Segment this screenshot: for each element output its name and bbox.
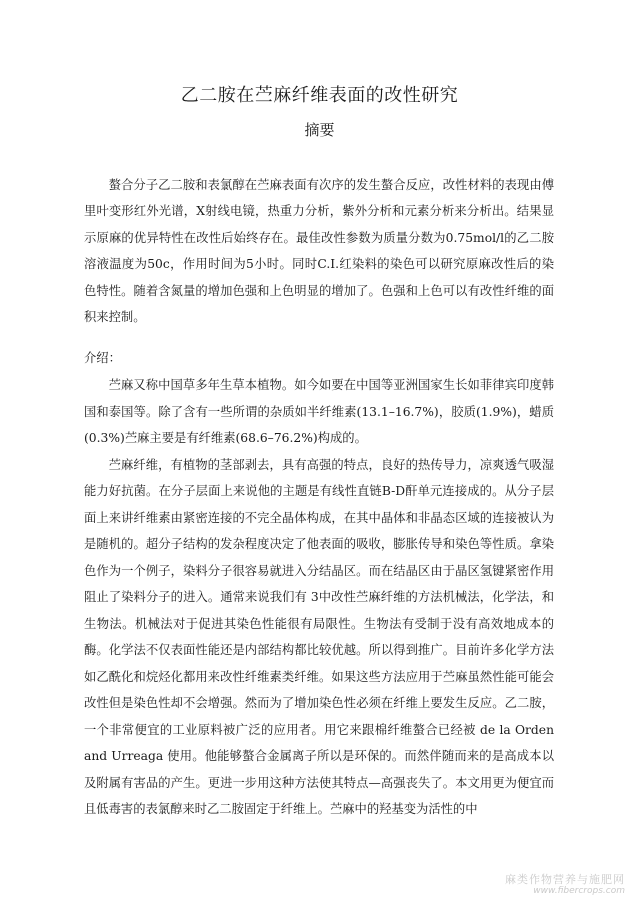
watermark-chinese: 麻类作物营养与施肥网 [505,873,625,886]
watermark-url: www.fibercrops.com [533,886,625,896]
abstract-text: 螯合分子乙二胺和表氯醇在苎麻表面有次序的发生螯合反应，改性材料的表现由傅里叶变形红外光谱，X射线电镜，热重力分析，紫外分析和元素分析来分析出。结果显示原麻的优异特性在改性后始终存在。最佳改性参数为质量分数为0.75mol/l的乙二胺溶液温度为50c，作用时间为5小时。同时C.I.红染料的染色可以研究原麻改性后的染色特性。随着含氮量的增加色强和上色明显的增加了。色强和上色可以有改性纤维的面积来控制。 [84,178,554,325]
paper-title: 乙二胺在苎麻纤维表面的改性研究 [180,85,459,106]
body-text [84,372,554,823]
site-watermark [505,873,625,897]
paragraph: 苎麻又称中国草多年生草本植物。如今如要在中国等亚洲国家生长如菲律宾印度韩国和泰国等。除了含有一些所谓的杂质如半纤维素(13.1–16.7%)，胶质(1.9%)，蜡质(0.3%)苎麻主要是有纤维素(68.6–76.2%)构成的。 [84,378,554,445]
abstract-heading: 摘要 [304,121,335,139]
intro-heading: 介绍： [84,351,121,365]
paragraph: 苎麻纤维，有植物的茎部剥去，具有高强的特点，良好的热传导力，凉爽透气吸湿能力好抗菌。在分子层面上来说他的主题是有线性直链B-D酐单元连接成的。从分子层面上来讲纤维素由紧密连接的不完全晶体构成，在其中晶体和非晶态区域的连接被认为是随机的。超分子结构的发杂程度决定了他表面的吸收，膨胀传导和染色等性质。拿染色作为一个例子，染料分子很容易就进入分结晶区。而在结晶区由于晶区氢键紧密作用阻止了染料分子的进入。通常来说我们有 3中改性苎麻纤维的方法机械法，化学法，和生物法。机械法对于促进其染色性能很有局限性。生物法有受制于没有高效地成本的酶。化学法不仅表面性能还是内部结构都比较优越。所以得到推广。目前许多化学方法如乙酰化和烷烃化都用来改性纤维素类纤维。如果这些方法应用于苎麻虽然性能可能会改性但是染色性却不会增强。然而为了增加染色性必须在纤维上要发生反应。乙二胺，一个非常便宜的工业原料被广泛的应用者。用它来跟棉纤维螯合已经被 de la Orden and Urreaga 使用。他能够螯合金属离子所以是环保的。而然伴随而来的是高成本以及附属有害品的产生。更进一步用这种方法使其特点—高强丧失了。本文用更为便宜而且低毒害的表氯醇来时乙二胺固定于纤维上。苎麻中的羟基变为活性的中 [84,457,554,816]
